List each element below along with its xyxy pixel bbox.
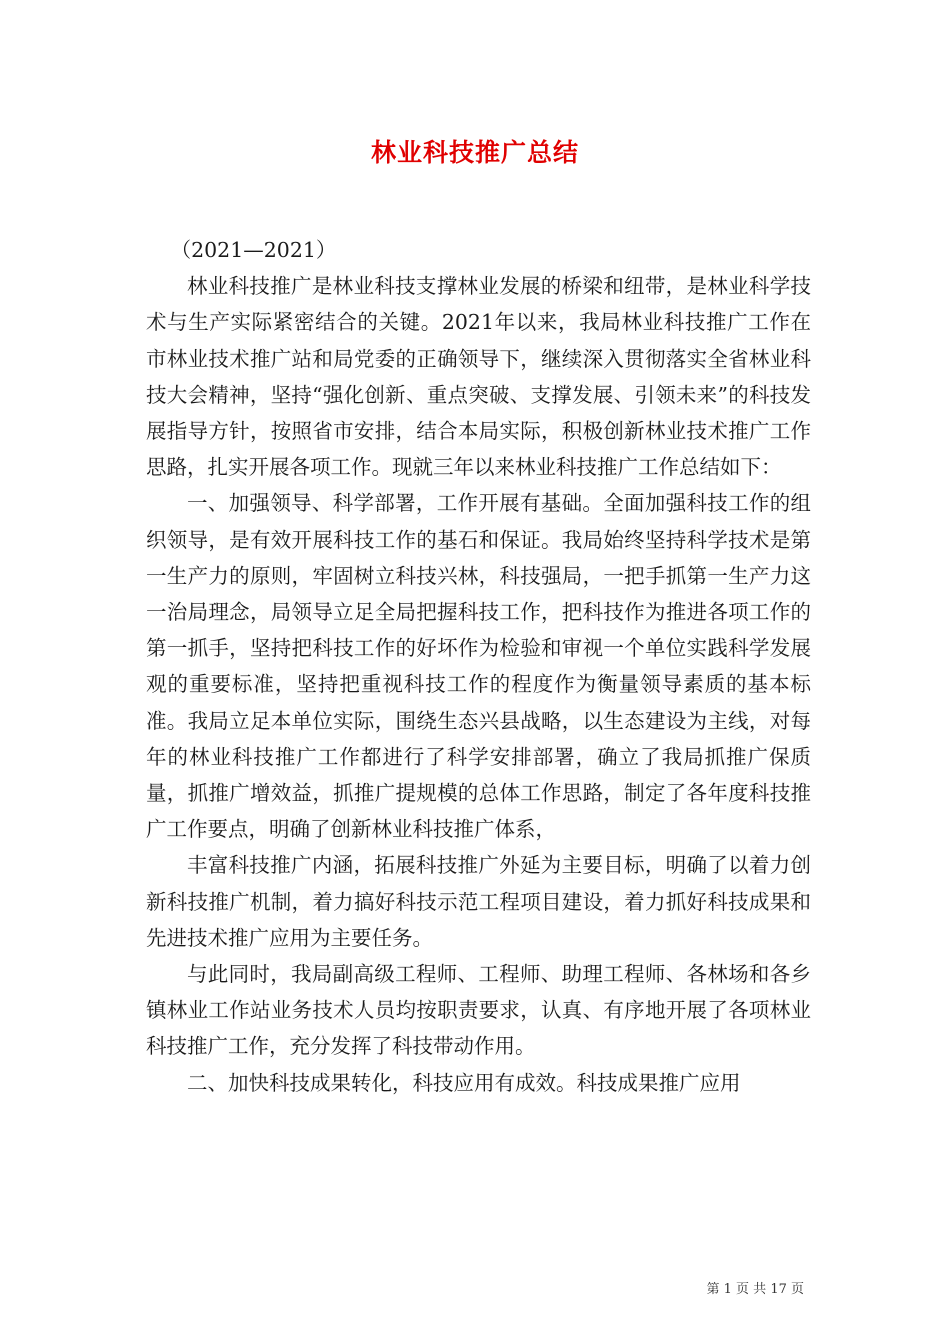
document-title: 林业科技推广总结: [370, 138, 579, 167]
paragraph-section-2: 二、加快科技成果转化，科技应用有成效。科技成果推广应用: [187, 1070, 741, 1095]
paragraph-intro: 林业科技推广是林业科技支撑林业发展的桥梁和纽带，是林业科学技术与生产实际紧密结合的关键。2021年以来，我局林业科技推广工作在市林业技术推广站和局党委的正确领导下，继续深入贯彻落实全省林业科技大会精神，坚持“强化创新、重点突破、支撑发展、引领未来”的科技发展指导方针，按照省市安排，结合本局实际，积极创新林业技术推广工作思路，扎实开展各项工作。现就三年以来林业科技推广工作总结如下：: [146, 274, 811, 480]
date-range: （2021—2021）: [170, 238, 337, 262]
paragraph-section-1-cont: 丰富科技推广内涵，拓展科技推广外延为主要目标，明确了以着力创新科技推广机制，着力搞好科技示范工程项目建设，着力抓好科技成果和先进技术推广应用为主要任务。: [146, 853, 811, 950]
page-number-footer: 第 1 页 共 17 页: [706, 1282, 804, 1297]
paragraph-staff: 与此同时，我局副高级工程师、工程师、助理工程师、各林场和各乡镇林业工作站业务技术人员均按职责要求，认真、有序地开展了各项林业科技推广工作，充分发挥了科技带动作用。: [146, 962, 811, 1059]
paragraph-section-1: 一、加强领导、科学部署，工作开展有基础。全面加强科技工作的组织领导，是有效开展科技工作的基石和保证。我局始终坚持科学技术是第一生产力的原则，牢固树立科技兴林，科技强局，一把手抓第一生产力这一治局理念，局领导立足全局把握科技工作，把科技作为推进各项工作的第一抓手，坚持把科技工作的好坏作为检验和审视一个单位实践科学发展观的重要标准，坚持把重视科技工作的程度作为衡量领导素质的基本标准。我局立足本单位实际，围绕生态兴县战略，以生态建设为主线，对每年的林业科技推广工作都进行了科学安排部署，确立了我局抓推广保质量，抓推广增效益，抓推广提规模的总体工作思路，制定了各年度科技推广工作要点，明确了创新林业科技推广体系，: [146, 491, 811, 842]
document-body: [146, 232, 811, 1101]
